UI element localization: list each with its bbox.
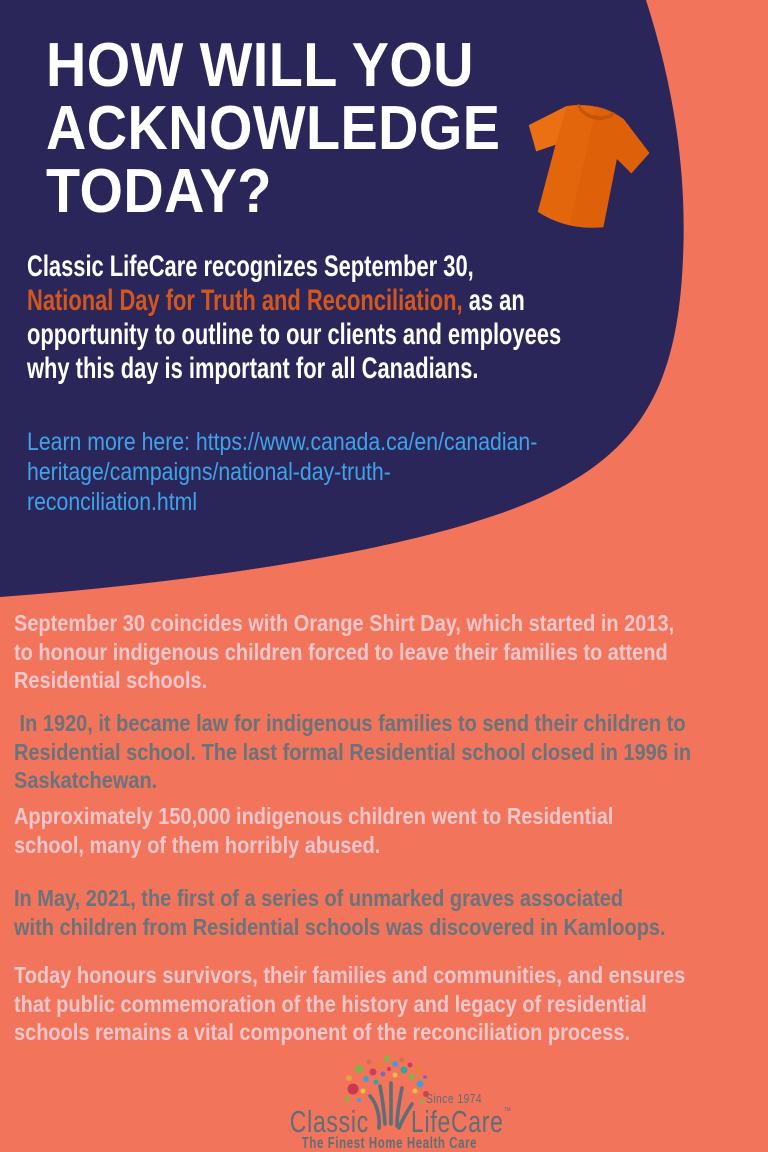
fact-line: school, many of them horribly abused. bbox=[14, 831, 381, 858]
brand-lifecare-text: LifeCare bbox=[411, 1104, 504, 1139]
logo-tagline: The Finest Home Health Care bbox=[301, 1135, 477, 1152]
logo-dot-cluster bbox=[345, 1056, 430, 1104]
page-title-line: ACKNOWLEDGE bbox=[46, 94, 501, 163]
fact-paragraph-unmarked-graves bbox=[14, 884, 666, 941]
link-line: Learn more here: https://www.canada.ca/en/canadian- bbox=[27, 428, 538, 456]
fact-line: In May, 2021, the first of a series of unmarked graves associated bbox=[14, 885, 624, 911]
fact-line: that public commemoration of the history and legacy of residential bbox=[14, 990, 647, 1017]
fact-line: September 30 coincides with Orange Shirt Day, which started in 2013, bbox=[14, 610, 675, 636]
fact-line: Approximately 150,000 indigenous children went to Residential bbox=[14, 803, 614, 829]
since-1974-label: Since 1974 bbox=[425, 1091, 482, 1106]
fact-line: Today honours survivors, their families and communities, and ensures bbox=[14, 962, 686, 988]
intro-line: opportunity to outline to our clients and employees bbox=[27, 318, 562, 351]
fact-paragraph-orange-shirt-day bbox=[14, 609, 674, 695]
intro-line: why this day is important for all Canadians. bbox=[27, 352, 479, 385]
page-title-line: TODAY? bbox=[46, 157, 272, 226]
fact-line: schools remains a vital component of the reconciliation process. bbox=[14, 1019, 631, 1045]
fact-line: with children from Residential schools was discovered in Kamloops. bbox=[14, 913, 666, 940]
brand-classic: Classic bbox=[289, 1104, 369, 1139]
orange-tshirt-icon bbox=[505, 94, 663, 246]
accent-phrase: National Day for Truth and Reconciliation, bbox=[27, 284, 463, 317]
link-line: reconciliation.html bbox=[27, 488, 198, 516]
fact-line: Residential schools. bbox=[14, 667, 208, 693]
trademark-mark: ™ bbox=[503, 1106, 512, 1117]
page-title-line: HOW WILL YOU bbox=[46, 31, 475, 100]
fact-line: Residential school. The last formal Residential school closed in 1996 in bbox=[14, 738, 692, 765]
intro-line-rest: as an bbox=[462, 284, 525, 317]
fact-paragraph-1920-law bbox=[14, 709, 691, 795]
intro-line: Classic LifeCare recognizes September 30, bbox=[27, 250, 474, 283]
canada-info-link[interactable] bbox=[27, 427, 537, 517]
fact-line: Saskatchewan. bbox=[14, 767, 158, 793]
fact-paragraph-today-honours bbox=[14, 961, 685, 1047]
intro-paragraph bbox=[27, 250, 561, 386]
fact-line: to honour indigenous children forced to leave their families to attend bbox=[14, 638, 668, 665]
fact-line: In 1920, it became law for indigenous families to send their children to bbox=[14, 710, 686, 736]
link-line: heritage/campaigns/national-day-truth- bbox=[27, 458, 391, 486]
intro-line bbox=[27, 284, 561, 318]
logo-tagline-row bbox=[0, 1135, 768, 1152]
fact-paragraph-150000-children bbox=[14, 802, 613, 859]
page-title bbox=[46, 31, 501, 226]
